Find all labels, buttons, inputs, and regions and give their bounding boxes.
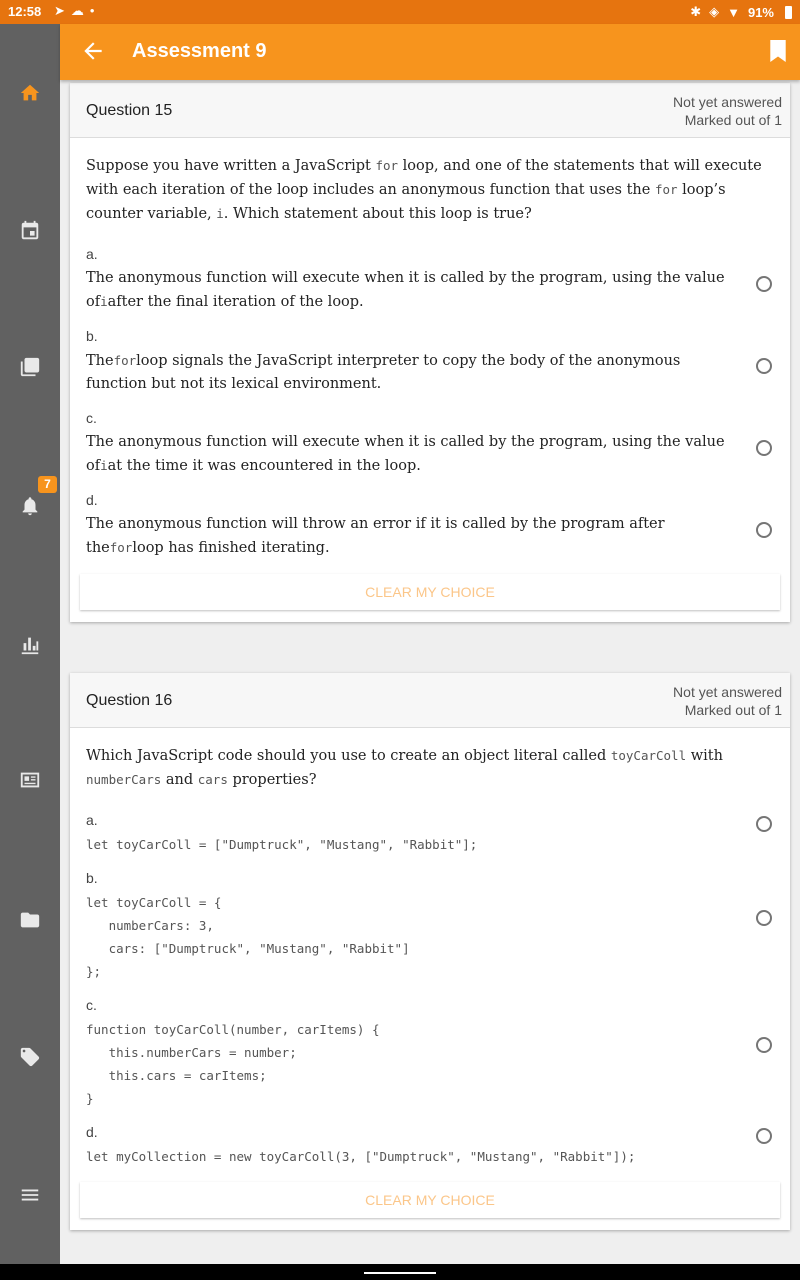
answer-option-d[interactable] bbox=[86, 492, 774, 560]
option-text-part: after the final iteration of the loop. bbox=[107, 294, 364, 310]
tag-icon[interactable] bbox=[15, 1042, 45, 1072]
assessment-content bbox=[60, 80, 800, 1264]
option-text-part: loop signals the JavaScript interpreter to copy the body of the anonymous function but not its lexical environment. bbox=[86, 353, 681, 392]
prompt-text: properties? bbox=[227, 772, 317, 788]
news-icon[interactable] bbox=[15, 765, 45, 795]
question-title: Question 16 bbox=[86, 692, 173, 709]
radio-button[interactable] bbox=[756, 276, 772, 292]
option-text-part: The anonymous function will execute when it is called by the program, using the value of bbox=[86, 270, 725, 310]
option-letter: d. bbox=[86, 492, 98, 508]
answer-option-c[interactable] bbox=[86, 997, 774, 1110]
menu-icon[interactable] bbox=[15, 1180, 45, 1210]
option-letter: a. bbox=[86, 812, 98, 828]
prompt-code: i bbox=[216, 206, 224, 221]
option-code: let toyCarColl = ["Dumptruck", "Mustang", "Rabbit"]; bbox=[86, 837, 478, 852]
mark-info: Marked out of 1 bbox=[684, 112, 782, 128]
option-code: i bbox=[100, 294, 108, 309]
answer-option-b[interactable] bbox=[86, 328, 774, 396]
option-code: let myCollection = new toyCarColl(3, ["Dumptruck", "Mustang", "Rabbit"]); bbox=[86, 1149, 636, 1164]
option-letter: b. bbox=[86, 328, 98, 344]
status-right bbox=[690, 4, 792, 20]
prompt-text: loop, and one of the statements that will execute with each iteration of the loop includes an anonymous function that uses the bbox=[86, 158, 762, 198]
option-code: function toyCarColl(number, carItems) { this.numberCars = number; this.cars = carItems; } bbox=[86, 1022, 380, 1106]
answer-option-a[interactable] bbox=[86, 246, 774, 314]
signal-icon: ▼ bbox=[727, 4, 740, 20]
option-code: let toyCarColl = { numberCars: 3, cars: ["Dumptruck", "Mustang", "Rabbit"] }; bbox=[86, 895, 410, 979]
answer-state: Not yet answered bbox=[673, 94, 782, 110]
bookmark-icon[interactable] bbox=[770, 40, 786, 62]
clear-my-choice-button[interactable]: CLEAR MY CHOICE bbox=[80, 1182, 780, 1218]
folder-icon[interactable] bbox=[15, 905, 45, 935]
radio-button[interactable] bbox=[756, 816, 772, 832]
prompt-text: and bbox=[161, 772, 198, 788]
prompt-text: Which JavaScript code should you use to create an object literal called bbox=[86, 748, 611, 764]
question-header bbox=[70, 673, 790, 728]
prompt-code: cars bbox=[197, 772, 228, 787]
bluetooth-icon: ✱ bbox=[690, 4, 702, 19]
app-bar bbox=[60, 24, 800, 80]
answer-option-a[interactable] bbox=[86, 812, 774, 856]
option-letter: a. bbox=[86, 246, 98, 262]
calendar-icon[interactable] bbox=[15, 216, 45, 246]
question-prompt bbox=[86, 744, 774, 792]
option-text-part: loop has finished iterating. bbox=[132, 540, 330, 556]
battery-text: 91% bbox=[747, 4, 774, 20]
radio-button[interactable] bbox=[756, 522, 772, 538]
question-card-16 bbox=[70, 673, 790, 1230]
sidebar bbox=[0, 24, 60, 1264]
option-text-part: The anonymous function will execute when it is called by the program, using the value of bbox=[86, 434, 725, 474]
mark-info: Marked out of 1 bbox=[684, 702, 782, 718]
option-code: for bbox=[113, 353, 137, 368]
option-text bbox=[86, 513, 726, 560]
prompt-code: numberCars bbox=[86, 772, 162, 787]
prompt-text: Suppose you have written a JavaScript bbox=[86, 158, 376, 174]
status-time: 12:58 bbox=[8, 4, 42, 19]
radio-button[interactable] bbox=[756, 1037, 772, 1053]
home-gesture-handle[interactable] bbox=[364, 1272, 436, 1274]
radio-button[interactable] bbox=[756, 1128, 772, 1144]
option-text bbox=[86, 267, 726, 314]
option-code: for bbox=[109, 540, 133, 555]
question-card-15 bbox=[70, 83, 790, 622]
prompt-code: for bbox=[375, 158, 399, 173]
notifications-bell-icon[interactable] bbox=[15, 491, 45, 521]
option-text-part: at the time it was encountered in the loop. bbox=[107, 458, 421, 474]
question-header bbox=[70, 83, 790, 138]
option-text-part: The anonymous function will throw an error if it is called by the program after the bbox=[86, 516, 665, 556]
prompt-text: . Which statement about this loop is true? bbox=[223, 206, 532, 222]
option-code: i bbox=[100, 458, 108, 473]
option-text-part: The bbox=[86, 353, 114, 369]
notification-icons: ➤☁• bbox=[54, 3, 101, 18]
option-letter: c. bbox=[86, 410, 97, 426]
system-nav-bar bbox=[0, 1264, 800, 1280]
radio-button[interactable] bbox=[756, 440, 772, 456]
prompt-text: with bbox=[686, 748, 723, 764]
page-title: Assessment 9 bbox=[132, 40, 267, 62]
radio-button[interactable] bbox=[756, 358, 772, 374]
answer-option-c[interactable] bbox=[86, 410, 774, 478]
question-title: Question 15 bbox=[86, 102, 173, 119]
question-status bbox=[673, 683, 782, 719]
answer-state: Not yet answered bbox=[673, 684, 782, 700]
clear-my-choice-button[interactable]: CLEAR MY CHOICE bbox=[80, 574, 780, 610]
prompt-text: loop’s counter variable, bbox=[86, 182, 726, 222]
courses-icon[interactable] bbox=[15, 352, 45, 382]
option-letter: d. bbox=[86, 1124, 98, 1140]
grades-icon[interactable] bbox=[15, 630, 45, 660]
prompt-code: for bbox=[654, 182, 678, 197]
option-text bbox=[86, 349, 726, 396]
radio-button[interactable] bbox=[756, 910, 772, 926]
home-icon[interactable] bbox=[15, 78, 45, 108]
option-letter: c. bbox=[86, 997, 97, 1013]
answer-option-b[interactable] bbox=[86, 870, 774, 983]
option-text bbox=[86, 431, 726, 478]
question-status bbox=[673, 93, 782, 129]
notification-count-badge: 7 bbox=[38, 476, 57, 493]
prompt-code: toyCarColl bbox=[610, 748, 687, 763]
option-letter: b. bbox=[86, 870, 98, 886]
battery-icon bbox=[785, 6, 792, 19]
status-bar bbox=[0, 0, 800, 24]
vibrate-icon: ◈ bbox=[709, 4, 720, 19]
back-arrow-icon[interactable] bbox=[80, 38, 106, 64]
answer-option-d[interactable] bbox=[86, 1124, 774, 1168]
question-prompt bbox=[86, 154, 774, 226]
